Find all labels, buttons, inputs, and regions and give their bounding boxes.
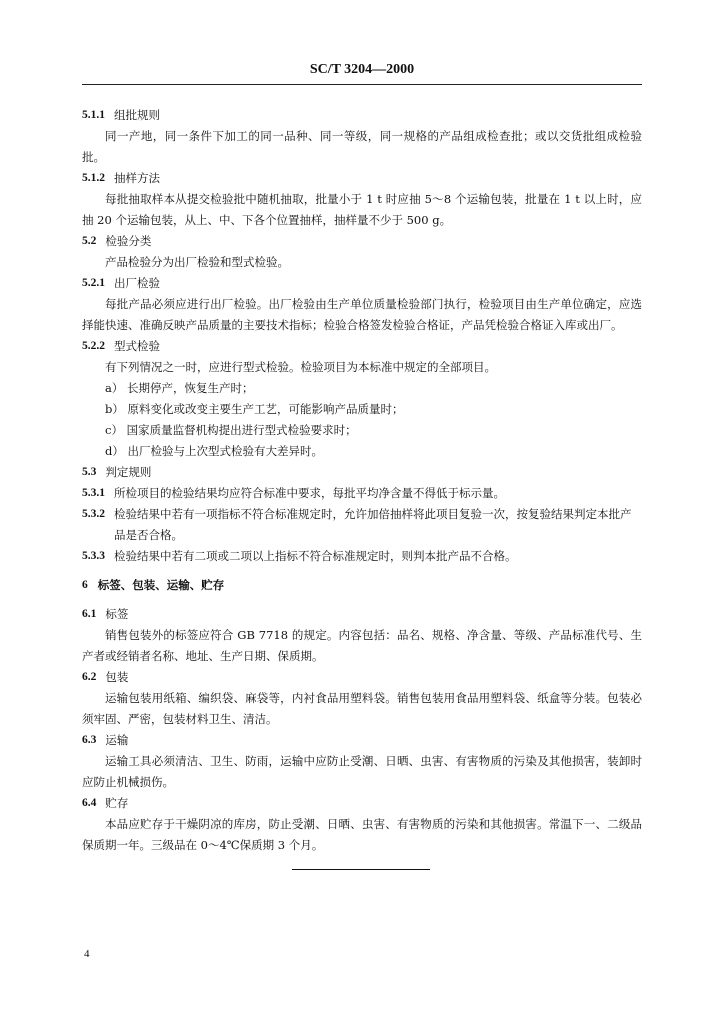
list-item: a） 长期停产，恢复生产时； [105, 381, 254, 395]
clause-title: 抽样方法 [114, 171, 160, 185]
paragraph: 本品应贮存于干燥阴凉的库房，防止受潮、日晒、虫害、有害物质的污染和其他损害。常温下一、二级品保质期一年。三级品在 0～4℃保质期 3 个月。 [82, 817, 642, 852]
clause-number: 6 [82, 579, 88, 591]
clause-heading-6-1 [82, 604, 642, 625]
clause-number: 6.2 [82, 671, 97, 683]
clause-title: 检验结果中若有一项指标不符合标准规定时，允许加倍抽样将此项目复验一次，按复验结果判定本批产品是否合格。 [114, 507, 632, 542]
clause-heading-5-2-2 [82, 336, 642, 357]
clause-heading-6-2 [82, 667, 642, 688]
paragraph: 运输包装用纸箱、编织袋、麻袋等，内衬食品用塑料袋。销售包装用食品用塑料袋、纸盒等分装。包装必须牢固、严密，包装材料卫生、清洁。 [82, 691, 642, 726]
clause-number: 6.3 [82, 734, 97, 746]
clause-number: 5.1.1 [82, 109, 105, 121]
clause-number: 5.3 [82, 466, 97, 478]
header-rule [82, 84, 642, 85]
paragraph: 销售包装外的标签应符合 GB 7718 的规定。内容包括：品名、规格、净含量、等级、产品标准代号、生产者或经销者名称、地址、生产日期、保质期。 [82, 628, 642, 663]
clause-number: 5.1.2 [82, 172, 105, 184]
clause-heading-6-4 [82, 793, 642, 814]
page-number: 4 [84, 948, 90, 960]
list-item: d） 出厂检验与上次型式检验有大差异时。 [105, 444, 324, 458]
list-item: b） 原料变化或改变主要生产工艺，可能影响产品质量时； [105, 402, 404, 416]
clause-heading-5-2 [82, 231, 642, 252]
clause-title: 标签、包装、运输、贮存 [97, 578, 225, 592]
clause-title: 组批规则 [114, 108, 160, 122]
clause-title: 标签 [105, 607, 129, 621]
clause-heading-5-3 [82, 462, 642, 483]
clause-heading-5-3-1 [82, 483, 642, 504]
clause-number: 6.4 [82, 797, 97, 809]
clause-number: 5.3.1 [82, 487, 105, 499]
clause-number: 5.3.2 [82, 508, 105, 520]
clause-heading-5-1-2 [82, 168, 642, 189]
clause-title: 判定规则 [105, 465, 152, 479]
paragraph: 运输工具必须清洁、卫生、防雨，运输中应防止受潮、日晒、虫害、有害物质的污染及其他损害，装卸时应防止机械损伤。 [82, 754, 642, 789]
standard-code-header: SC/T 3204—2000 [309, 62, 415, 77]
clause-heading-5-1-1 [82, 105, 642, 126]
clause-title: 检验分类 [105, 234, 152, 248]
clause-number: 5.2.2 [82, 340, 105, 352]
clause-heading-5-2-1 [82, 273, 642, 294]
clause-title: 贮存 [105, 796, 129, 810]
paragraph: 每批抽取样本从提交检验批中随机抽取，批量小于 1 t 时应抽 5～8 个运输包装，批量在 1 t 以上时，应抽 20 个运输包装，从上、中、下各个位置抽样，抽样量不少于 500 g。 [82, 192, 642, 227]
clause-number: 5.2.1 [82, 277, 105, 289]
clause-heading-5-3-3 [82, 546, 642, 567]
paragraph: 同一产地，同一条件下加工的同一品种、同一等级，同一规格的产品组成检查批；或以交货批组成检验批。 [82, 129, 642, 164]
paragraph: 产品检验分为出厂检验和型式检验。 [105, 255, 289, 269]
paragraph: 每批产品必须应进行出厂检验。出厂检验由生产单位质量检验部门执行，检验项目由生产单位确定，应选择能快速、准确反映产品质量的主要技术指标；检验合格签发检验合格证，产品凭检验合格证入库或出厂。 [82, 297, 642, 332]
clause-title: 检验结果中若有二项或二项以上指标不符合标准规定时，则判本批产品不合格。 [114, 549, 517, 563]
clause-title: 型式检验 [114, 339, 160, 353]
chapter-heading-6 [82, 575, 642, 596]
clause-title: 出厂检验 [114, 276, 160, 290]
clause-title: 所检项目的检验结果均应符合标准中要求，每批平均净含量不得低于标示量。 [114, 486, 505, 500]
clause-title: 运输 [105, 733, 129, 747]
paragraph: 有下列情况之一时，应进行型式检验。检验项目为本标准中规定的全部项目。 [105, 360, 496, 374]
document-body [82, 105, 642, 856]
clause-heading-6-3 [82, 730, 642, 751]
clause-number: 5.3.3 [82, 550, 105, 562]
clause-heading-5-3-2 [82, 504, 642, 546]
clause-number: 5.2 [82, 235, 97, 247]
end-of-standard-rule [292, 869, 430, 870]
list-item: c） 国家质量监督机构提出进行型式检验要求时； [105, 423, 357, 437]
clause-title: 包装 [105, 670, 129, 684]
clause-number: 6.1 [82, 608, 97, 620]
